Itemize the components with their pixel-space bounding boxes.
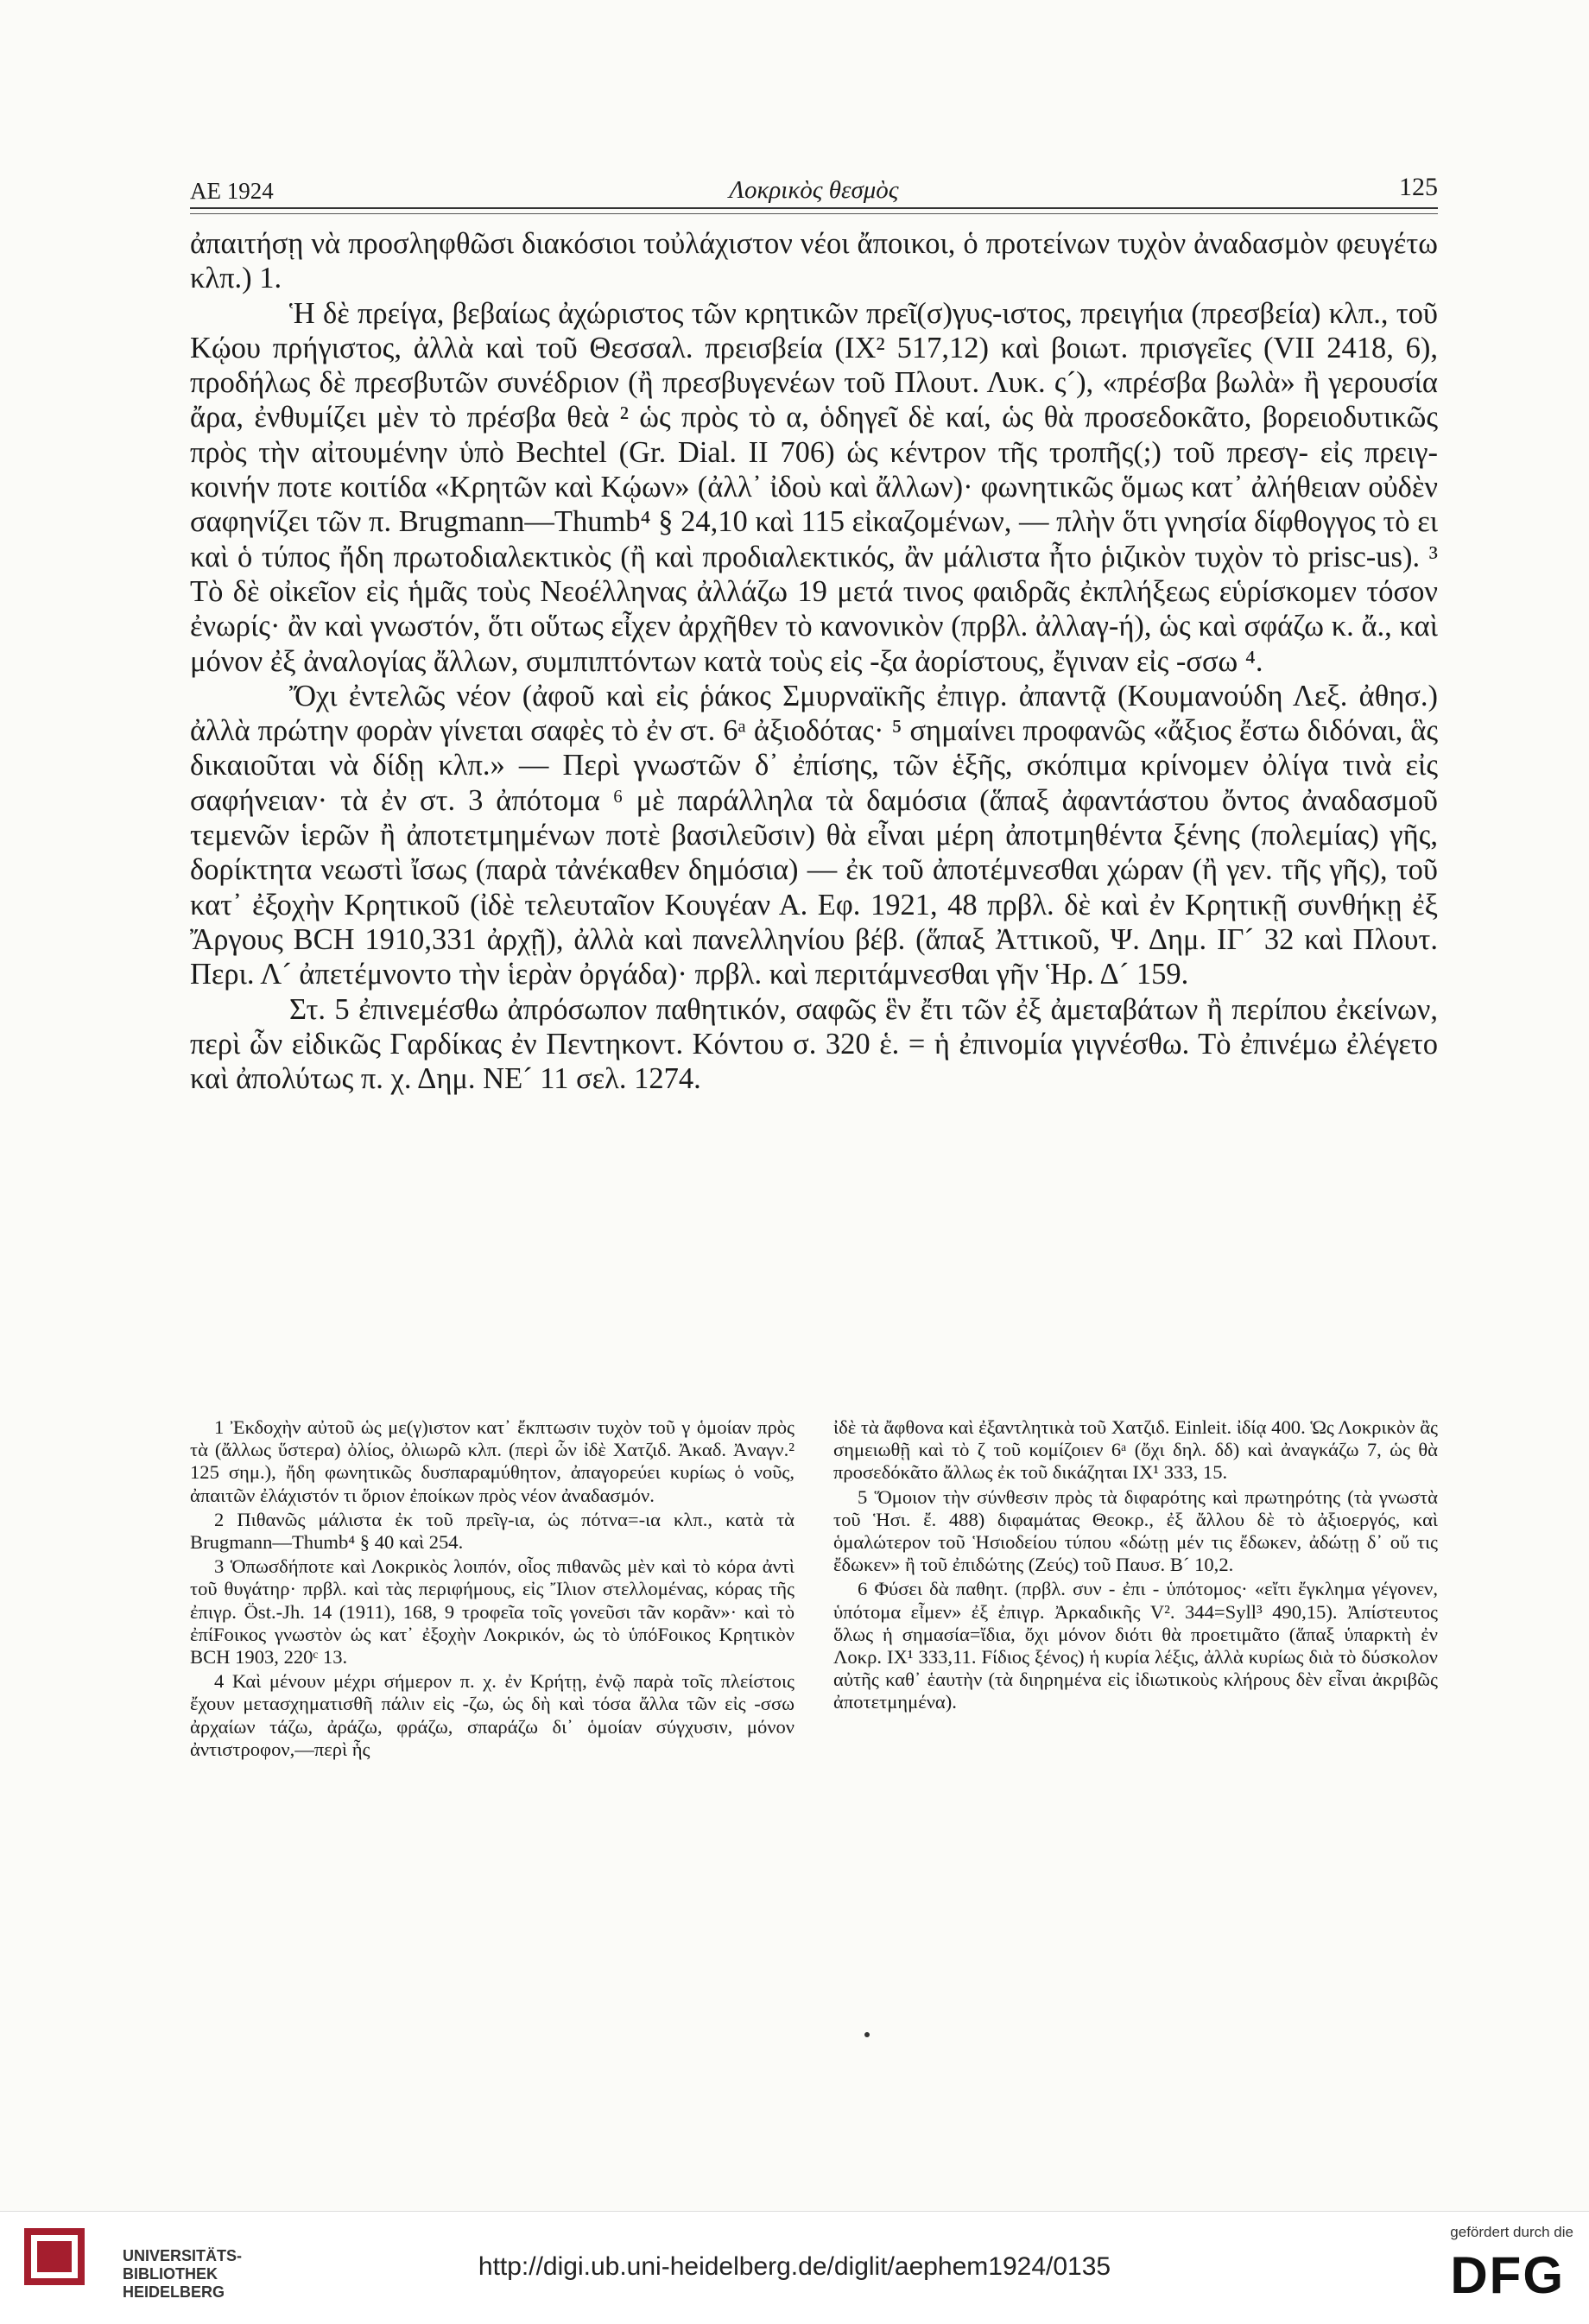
paragraph-4: Στ. 5 ἐπινεμέσθω ἀπρόσωπον παθητικόν, σαφῶς ἓν ἔτι τῶν ἐξ ἀμεταβάτων ἢ περίπου ἐκείνων, περὶ ὧν εἰδικῶς Γαρδίκας ἐν Πεντηκοντ. Κόντου σ. 320 ἑ. = ἡ ἐπινομία γιγνέσθω. Τὸ ἐπινέμω ἐλέγετο καὶ ἀπολύτως π. χ. Δημ. ΝΕ´ 11 σελ. 1274. — [190, 992, 1438, 1096]
paragraph-3: Ὄχι ἐντελῶς νέον (ἀφοῦ καὶ εἰς ῥάκος Σμυρναϊκῆς ἐπιγρ. ἀπαντᾷ (Κουμανούδη Λεξ. ἀθησ.) ἀλλὰ πρώτην φορὰν γίνεται σαφὲς τὸ ἐν στ. 6ᵃ ἀξιοδότας· ⁵ σημαίνει προφανῶς «ἄξιος ἔστω διδόναι, ἃς δικαιοῦται νὰ δίδῃ κλπ.» — Περὶ γνωστῶν δ᾽ ἐπίσης, τῶν ἑξῆς, σκόπιμα κρίνομεν ὀλίγα τινὰ εἰς σαφήνειαν· τὰ ἐν στ. 3 ἀπότομα ⁶ μὲ παράλληλα τὰ δαμόσια (ἅπαξ ἀφαντάστου ὄντος ἀναδασμοῦ τεμενῶν ἱερῶν ἢ ἀποτετμημένων ποτὲ βασιλεῦσιν) θὰ εἶναι μέρη ἀποτμηθέντα ξένης (πολεμίας) γῆς, δορίκτητα νεωστὶ ἴσως (παρὰ τἀνέκαθεν δημόσια) — ἐκ τοῦ ἀποτέμνεσθαι χώραν (ἢ γεν. τῆς γῆς), τοῦ κατ᾽ ἐξοχὴν Κρητικοῦ (ἰδὲ τελευταῖον Κουγέαν Α. Εφ. 1921, 48 πρβλ. δὲ καὶ ἐν Κρητικῇ συνθήκῃ ἐξ Ἄργους BCH 1910,331 ἀρχῇ), ἀλλὰ καὶ πανελληνίου βέβ. (ἅπαξ Ἀττικοῦ, Ψ. Δημ. ΙΓ´ 32 καὶ Πλουτ. Περι. Λ´ ἀπετέμνοντο τὴν ἱερὰν ὀργάδα)· πρβλ. καὶ περιτάμνεσθαι γῆν Ἡρ. Δ´ 159. — [190, 679, 1438, 991]
footnotes-left-column — [190, 1416, 794, 1763]
page-mark — [864, 2032, 870, 2037]
footnote-4-continued: ἰδὲ τὰ ἄφθονα καὶ ἐξαντλητικὰ τοῦ Χατζιδ. Einleit. ἰδίᾳ 400. Ὡς Λοκρικὸν ἂς σημειωθῇ καὶ τὸ ζ τοῦ κομίζοιεν 6ᵃ (ὄχι δηλ. δδ) καὶ ἀναγκάζω 7, ὡς θὰ προσεδόκᾶτο ἄλλως ἐκ τοῦ δικάζηται IX¹ 333, 15. — [833, 1416, 1438, 1484]
funded-by-label: gefördert durch die — [1450, 2224, 1573, 2240]
footnote-4: 4 Καὶ μένουν μέχρι σήμερον π. χ. ἐν Κρήτῃ, ἐνῷ παρὰ τοῖς πλείστοις ἔχουν μετασχηματισθῆ πάλιν εἰς -ζω, ὡς δὴ καὶ τόσα ἄλλα τῶν εἰς -σσω ἀρχαίων τάζω, ἀράζω, φράζω, σπαράζω δι᾽ ὁμοίαν σύγχυσιν, μόνον ἀντιστροφον,—περὶ ἧς — [190, 1670, 794, 1760]
footnote-3: 3 Ὁπωσδήποτε καὶ Λοκρικὸς λοιπόν, οἷος πιθανῶς μὲν καὶ τὸ κόρα ἀντὶ τοῦ θυγάτηρ· πρβλ. καὶ τὰς περιφήμους, εἰς Ἴλιον στελλομένας, κόρας τῆς ἐπιγρ. Öst.-Jh. 14 (1911), 168, 9 τροφεῖα τοῖς γονεῦσι τᾶν κορᾶν»· καὶ τὸ ἐπίFοικος γνωστὸν ὡς κατ᾽ ἐξοχὴν Λοκρικόν, ὡς τὸ ὑπόFοικος Κρητικὸν BCH 1903, 220ᶜ 13. — [190, 1555, 794, 1669]
running-header — [190, 173, 1438, 207]
institution-line-1: UNIVERSITÄTS- — [123, 2247, 243, 2264]
main-text — [190, 226, 1438, 1096]
dfg-logo: DFG — [1450, 2246, 1565, 2304]
footnotes-right-column — [833, 1416, 1438, 1716]
paragraph-2: Ἡ δὲ πρείγα, βεβαίως ἀχώριστος τῶν κρητικῶν πρεῖ(σ)γυς-ιστος, πρειγήια (πρεσβεία) κλπ., τοῦ Κῴου πρήγιστος, ἀλλὰ καὶ τοῦ Θεσσαλ. πρεισβεία (IX² 517,12) καὶ βοιωτ. πρισγεῖες (VII 2418, 6), προδήλως δὲ πρεσβυτῶν συνέδριον (ἢ πρεσβυγενέων τοῦ Πλουτ. Λυκ. ς´), «πρέσβα βωλὰ» ἢ γερουσία ἄρα, ἐνθυμίζει μὲν τὸ πρέσβα θεὰ ² ὡς πρὸς τὸ α, ὁδηγεῖ δὲ καί, ὡς θὰ προσεδοκᾶτο, βορειοδυτικῶς πρὸς τὴν αἰτουμένην ὑπὸ Bechtel (Gr. Dial. II 706) ὡς κέντρον τῆς τροπῆς(;) τοῦ πρεσγ- εἰς πρειγ- κοινήν ποτε κοιτίδα «Κρητῶν καὶ Κῴων» (ἀλλ᾽ ἰδοὺ καὶ ἄλλων)· φωνητικῶς ὅμως κατ᾽ ἀλήθειαν οὐδὲν σαφηνίζει τῶν π. Brugmann—Thumb⁴ § 24,10 καὶ 115 εἰκαζομένων, — πλὴν ὅτι γνησία δίφθογγος τὸ ει καὶ ὁ τύπος ἤδη πρωτοδιαλεκτικὸς (ἢ καὶ προδιαλεκτικός, ἂν μάλιστα ἦτο ῥιζικὸν τυχὸν τὸ prisc-us). ³ Τὸ δὲ οἰκεῖον εἰς ἡμᾶς τοὺς Νεοέλληνας ἀλλάζω 19 μετά τινος φαιδρᾶς ἐκπλήξεως εὑρίσκομεν τόσον ἐνωρίς· ἂν καὶ γνωστόν, ὅτι οὕτως εἶχεν ἀρχῆθεν τὸ κανονικὸν (πρβλ. ἀλλαγ-ή), ὡς καὶ σφάζω κ. ἄ., καὶ μόνον ἐξ ἀναλογίας ἄλλων, συμπιπτόντων κατὰ τοὺς εἰς -ξα ἀορίστους, ἔγιναν εἰς -σσω ⁴. — [190, 296, 1438, 678]
source-url-link[interactable]: http://digi.ub.uni-heidelberg.de/diglit/aephem1924/0135 — [478, 2252, 1111, 2281]
footnote-5: 5 Ὅμοιον τὴν σύνθεσιν πρὸς τὰ διφαρότης καὶ πρωτηρότης (τὰ γνωστὰ τοῦ Ἡσι. ἔ. 488) διφαμάτας Θεοκρ., ἐξ ἄλλου δὲ τὸ ἀξιοεργός, καὶ ὁμαλώτερον τοῦ Ἡσιοδείου τύπου «δώτῃ μέν τις ἔδωκεν, ἀδώτῃ δ᾽ οὔ τις ἔδωκεν» ἢ τοῦ ἐπιδώτης (Ζεύς) τοῦ Παυσ. Β´ 10,2. — [833, 1485, 1438, 1576]
footnote-1: 1 Ἐκδοχὴν αὐτοῦ ὡς με(γ)ιστον κατ᾽ ἔκπτωσιν τυχὸν τοῦ γ ὁμοίαν πρὸς τὰ (ἄλλως ὕστερα) ὀλίος, ὀλιωρῶ κλπ. (περὶ ὧν ἰδὲ Χατζιδ. Ἀκαδ. Ἀναγν.² 125 σημ.), ἤδη φωνητικῶς δυσπαραμύθητον, ἀπαγορεύει κυρίως ὁ νοῦς, ἀπαιτῶν ἐλάχιστόν τι ὅριον ἐποίκων πρὸς νέον ἀναδασμόν. — [190, 1416, 794, 1506]
journal-year: ΑΕ 1924 — [190, 178, 274, 204]
paragraph-1: ἀπαιτήσῃ νὰ προσληφθῶσι διακόσιοι τοὐλάχιστον νέοι ἄποικοι, ὁ προτείνων τυχὸν ἀναδασμὸν φευγέτω κλπ.) 1. — [190, 227, 1438, 295]
institution-line-3: HEIDELBERG — [123, 2283, 225, 2301]
running-title: Λοκρικὸς θεσμὸς — [729, 176, 899, 204]
footnote-2: 2 Πιθανῶς μάλιστα ἐκ τοῦ πρεῖγ-ια, ὡς πότνα=-ια κλπ., κατὰ τὰ Brugmann—Thumb⁴ § 40 καὶ 254. — [190, 1508, 794, 1554]
header-rule — [190, 207, 1438, 209]
page-number: 125 — [1399, 173, 1438, 201]
header-rule-thin — [190, 213, 1438, 214]
institution-line-2: BIBLIOTHEK — [123, 2265, 218, 2283]
footnote-6: 6 Φύσει δὰ παθητ. (πρβλ. συν - ἐπι - ὑπότομος· «εἴτι ἔγκλημα γέγονεν, ὑπότομα εἶμεν» ἐξ ἐπιγρ. Ἀρκαδικῆς V². 344=Syll³ 490,15). Ἀπίστευτος ὅλως ἡ σημασία=ἴδια, ὄχι μόνον διότι θὰ προετιμᾶτο (ἅπαξ ὑπαρκτὴ ἐν Λοκρ. IX¹ 333,11. Fίδιος ξένος) ἡ κυρία λέξις, ἀλλὰ κυρίως διὰ τὸ δύσκολον αὐτῆς καθ᾽ ἑαυτὴν (τὰ διηρημένα εἰς ἰδιωτικοὺς κλήρους δὲν εἶναι ἀκριβῶς ἀποτετμημένα). — [833, 1578, 1438, 1713]
